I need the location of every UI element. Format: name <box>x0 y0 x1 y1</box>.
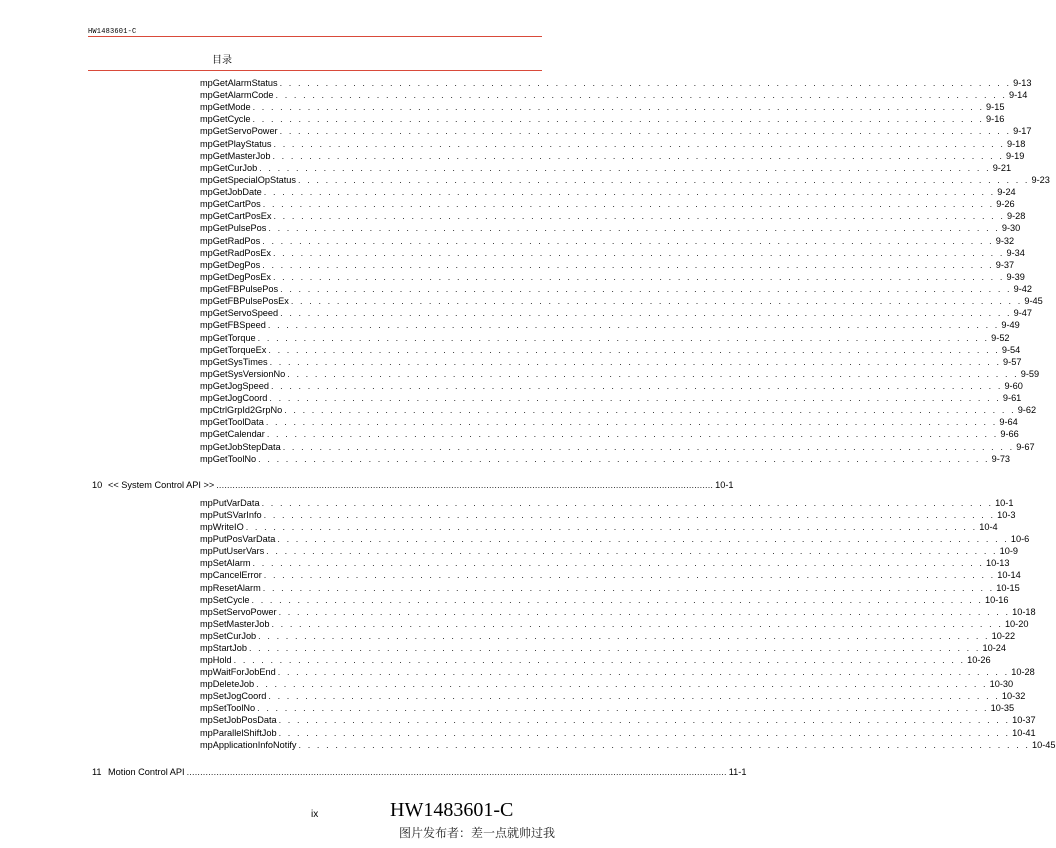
toc-entry[interactable] <box>200 89 1028 101</box>
toc-entry[interactable] <box>200 606 1036 618</box>
toc-entry-name: mpPutSVarInfo <box>200 510 262 521</box>
toc-entry[interactable] <box>200 174 1050 186</box>
toc-entry-name: mpPutPosVarData <box>200 534 276 545</box>
toc-entry[interactable] <box>200 714 1036 726</box>
toc-entry-name: mpCtrlGrpId2GrpNo <box>200 405 283 416</box>
chapter-11-page: 11-1 <box>728 767 747 777</box>
leader-dots: . . . . . . . . . . . . . . . . . . . . . . . . . . . . . . . . . . . . . . . . . . . . . . . . . . . . . . . . . . . . . . . . . . . . . . . . . . . . . . . . <box>282 441 1015 452</box>
section-title: 目录 <box>212 55 232 66</box>
toc-entry-page: 10-41 <box>1012 727 1036 738</box>
toc-entry[interactable] <box>200 739 1056 751</box>
toc-entry[interactable] <box>200 630 1016 642</box>
toc-entry[interactable] <box>200 101 1005 113</box>
leader-dots: . . . . . . . . . . . . . . . . . . . . . . . . . . . . . . . . . . . . . . . . . . . . . . . . . . . . . . . . . . . . . . . . . . . . . . . . . . . . . . . . <box>258 453 990 464</box>
leader-dots: . . . . . . . . . . . . . . . . . . . . . . . . . . . . . . . . . . . . . . . . . . . . . . . . . . . . . . . . . . . . . . . . . . . . . . . . . . . . . . . . <box>262 259 994 270</box>
toc-entry[interactable] <box>200 582 1020 594</box>
toc-entry-name: mpGetCartPosEx <box>200 211 272 222</box>
leader-dots: . . . . . . . . . . . . . . . . . . . . . . . . . . . . . . . . . . . . . . . . . . . . . . . . . . . . . . . . . . . . . . . . . . . . . . . . . . . . . . . . <box>270 381 1003 391</box>
leader-dots: . . . . . . . . . . . . . . . . . . . . . . . . . . . . . . . . . . . . . . . . . . . . . . . . . . . . . . . . . . . . . . . . . . . . . . . . . . . . . . . . <box>259 162 991 173</box>
toc-entry[interactable] <box>200 222 1021 234</box>
toc-entry-page: 9-17 <box>1013 126 1032 137</box>
leader-dots: . . . . . . . . . . . . . . . . . . . . . . . . . . . . . . . . . . . . . . . . . . . . . . . . . . . . . . . . . . . . . . . . . . . . . . . . . . . . . . . . <box>266 546 998 557</box>
toc-entry-page: 9-23 <box>1031 174 1050 185</box>
toc-entry[interactable] <box>200 690 1026 702</box>
toc-entry[interactable] <box>200 210 1026 222</box>
toc-entry[interactable] <box>200 545 1019 557</box>
toc-entry-name: mpApplicationInfoNotify <box>200 739 297 750</box>
leader-dots: . . . . . . . . . . . . . . . . . . . . . . . . . . . . . . . . . . . . . . . . . . . . . . . . . . . . . . . . . . . . . . . . . . . . . . . . . . . . . . . . <box>279 126 1012 137</box>
leader-dots: . . . . . . . . . . . . . . . . . . . . . . . . . . . . . . . . . . . . . . . . . . . . . . . . . . . . . . . . . . . . . . . . . . . . . . . . . . . . . . . . <box>261 498 994 508</box>
toc-entry[interactable] <box>200 557 1010 569</box>
toc-entry[interactable] <box>200 259 1015 271</box>
leader-dots: . . . . . . . . . . . . . . . . . . . . . . . . . . . . . . . . . . . . . . . . . . . . . . . . . . . . . . . . . . . . . . . . . . . . . . . . . . . . . . . . <box>269 356 1002 367</box>
toc-entry-name: mpGetFBPulsePos <box>200 284 279 295</box>
leader-dots: ........................................................................................................................................................................................ <box>216 480 714 490</box>
watermark: 图片发布者：差一点就帅过我 <box>399 826 556 840</box>
leader-dots: . . . . . . . . . . . . . . . . . . . . . . . . . . . . . . . . . . . . . . . . . . . . . . . . . . . . . . . . . . . . . . . . . . . . . . . . . . . . . . . . <box>262 582 995 593</box>
toc-entry[interactable] <box>200 509 1016 521</box>
toc-entry[interactable] <box>200 404 1037 416</box>
toc-entry-name: mpGetRadPos <box>200 235 261 246</box>
toc-entry[interactable] <box>200 497 1014 509</box>
leader-dots: . . . . . . . . . . . . . . . . . . . . . . . . . . . . . . . . . . . . . . . . . . . . . . . . . . . . . . . . . . . . . . . . . . . . . . . . . . . . . . . . <box>278 715 1011 726</box>
leader-dots: . . . . . . . . . . . . . . . . . . . . . . . . . . . . . . . . . . . . . . . . . . . . . . . . . . . . . . . . . . . . . . . . . . . . . . . . . . . . . . . . <box>275 90 1008 101</box>
toc-entry-name: mpGetDegPosEx <box>200 271 271 282</box>
toc-entry-name: mpParallelShiftJob <box>200 727 277 738</box>
chapter-10-page: 10-1 <box>715 480 734 490</box>
toc-entry-page: 9-60 <box>1004 381 1023 391</box>
toc-entry[interactable] <box>200 569 1021 581</box>
toc-entry-page: 9-24 <box>997 187 1016 198</box>
toc-entry[interactable] <box>200 332 1010 344</box>
leader-dots: ........................................................................................................................................................................................................ <box>186 767 727 777</box>
toc-entry-page: 10-45 <box>1032 739 1056 750</box>
toc-entry-page: 9-13 <box>1013 78 1032 88</box>
toc-entry[interactable] <box>200 356 1022 368</box>
toc-entry-page: 10-37 <box>1012 715 1036 726</box>
leader-dots: . . . . . . . . . . . . . . . . . . . . . . . . . . . . . . . . . . . . . . . . . . . . . . . . . . . . . . . . . . . . . . . . . . . . . . . . . . . . . . . . <box>267 320 1000 331</box>
toc-entry-page: 10-26 <box>967 655 991 666</box>
footer-page-number: ix <box>311 809 319 820</box>
leader-dots: . . . . . . . . . . . . . . . . . . . . . . . . . . . . . . . . . . . . . . . . . . . . . . . . . . . . . . . . . . . . . . . . . . . . . . . . . . . . . . . . <box>265 417 998 428</box>
leader-dots: . . . . . . . . . . . . . . . . . . . . . . . . . . . . . . . . . . . . . . . . . . . . . . . . . . . . . . . . . . . . . . . . . . . . . . . . . . . . . . . . <box>263 510 996 521</box>
toc-entry[interactable] <box>200 368 1040 380</box>
leader-dots: . . . . . . . . . . . . . . . . . . . . . . . . . . . . . . . . . . . . . . . . . . . . . . . . . . . . . . . . . . . . . . . . . . . . . . . . . . . . . . . . <box>278 727 1011 738</box>
leader-dots: . . . . . . . . . . . . . . . . . . . . . . . . . . . . . . . . . . . . . . . . . . . . . . . . . . . . . . . . . . . . . . . . . . . . . . . . . . . . . . . . <box>277 667 1010 678</box>
toc-entry[interactable] <box>200 702 1015 714</box>
leader-dots: . . . . . . . . . . . . . . . . . . . . . . . . . . . . . . . . . . . . . . . . . . . . . . . . . . . . . . . . . . . . . . . . . . . . . . . . . . . . . . . . <box>248 642 981 653</box>
toc-entry-page: 9-34 <box>1006 247 1025 258</box>
leader-dots: . . . . . . . . . . . . . . . . . . . . . . . . . . . . . . . . . . . . . . . . . . . . . . . . . . . . . . . . . . . . . . . . . . . . . . . . . . . . . . . . <box>263 570 996 581</box>
toc-entry[interactable] <box>200 162 1012 174</box>
toc-entry[interactable] <box>200 428 1019 440</box>
toc-entry-name: mpGetJogCoord <box>200 393 268 404</box>
toc-entry-page: 9-61 <box>1002 393 1022 404</box>
toc-entry-page: 10-28 <box>1011 667 1035 678</box>
toc-entry[interactable] <box>200 666 1035 678</box>
toc-entry-page: 9-15 <box>986 102 1005 113</box>
leader-dots: . . . . . . . . . . . . . . . . . . . . . . . . . . . . . . . . . . . . . . . . . . . . . . . . . . . . . . . . . . . . . . . . . . . . . . . . . . . . . . . . <box>252 558 985 569</box>
leader-dots: . . . . . . . . . . . . . . . . . . . . . . . . . . . . . . . . . . . . . . . . . . . . . . . . . . . . . . . . . . . . . . . . . . . . . . . . . . . . . . . . <box>269 393 1001 404</box>
toc-entry-name: mpGetDegPos <box>200 259 261 270</box>
toc-entry-name: mpGetTorqueEx <box>200 344 267 355</box>
toc-entry-name: mpGetFBSpeed <box>200 320 266 331</box>
toc-entry-page: 10-6 <box>1010 534 1030 545</box>
toc-entry-name: mpSetCurJob <box>200 630 257 641</box>
leader-dots: . . . . . . . . . . . . . . . . . . . . . . . . . . . . . . . . . . . . . . . . . . . . . . . . . . . . . . . . . . . . . . . . . . . . . . . . . . . . . . . . <box>257 332 990 343</box>
leader-dots: . . . . . . . . . . . . . . . . . . . . . . . . . . . . . . . . . . . . . . . . . . . . . . . . . . . . . . . . . . . . . . . . . . . . . . . . . . . . . . . . <box>263 187 996 198</box>
toc-entry[interactable] <box>200 533 1030 545</box>
toc-entry-page: 10-20 <box>1004 618 1029 629</box>
toc-entry-page: 9-49 <box>1001 320 1020 331</box>
leader-dots: . . . . . . . . . . . . . . . . . . . . . . . . . . . . . . . . . . . . . . . . . . . . . . . . . . . . . . . . . . . . . . . . . . . . . . . . . . . . . . . . <box>251 594 984 605</box>
toc-entry-name: mpGetSpecialOpStatus <box>200 174 297 185</box>
toc-entry-page: 10-18 <box>1012 606 1036 617</box>
toc-entry-name: mpGetCurJob <box>200 162 258 173</box>
leader-dots: . . . . . . . . . . . . . . . . . . . . . . . . . . . . . . . . . . . . . . . . . . . . . . . . . . . . . . . . . . . . . . . . . . . . . . . . . . . . . . . . <box>268 223 1000 234</box>
leader-dots: . . . . . . . . . . . . . . . . . . . . . . . . . . . . . . . . . . . . . . . . . . . . . . . . . . . . . . . . . . . . . . . . . . . . . . . . . . . . . . . . <box>272 247 1005 258</box>
doc-code-header: HW1483601-C <box>88 28 137 36</box>
toc-entry[interactable] <box>200 150 1025 162</box>
toc-entry-name: mpGetFBPulsePosEx <box>200 296 289 307</box>
toc-entry-name: mpGetAlarmCode <box>200 90 274 101</box>
toc-entry-page: 10-24 <box>982 642 1006 653</box>
toc-entry[interactable] <box>200 678 1014 690</box>
chapter-10-entry[interactable] <box>108 479 734 491</box>
leader-dots: . . . . . . . . . . . . . . . . . . . . . . . . . . . . . . . . . . . . . . . . . . . . . . . . . . . . . . . . . . . . . . . . . . . . . . . . . . . . . . . . <box>245 522 978 533</box>
toc-entry-page: 9-67 <box>1016 441 1035 452</box>
toc-entry-name: mpSetJobPosData <box>200 715 277 726</box>
toc-entry[interactable] <box>200 295 1043 307</box>
leader-dots: . . . . . . . . . . . . . . . . . . . . . . . . . . . . . . . . . . . . . . . . . . . . . . . . . . . . . . . . . . . . . . . . . . . . . . . . . . . . . . . . <box>273 138 1005 149</box>
toc-entry-page: 9-26 <box>996 199 1015 210</box>
toc-entry-name: mpGetMasterJob <box>200 150 271 161</box>
toc-entry-name: mpSetAlarm <box>200 558 251 569</box>
leader-dots: . . . . . . . . . . . . . . . . . . . . . . . . . . . . . . . . . . . . . . . . . . . . . . . . . . . . . . . . . . . . . . . . . . . . . . . . . . . . . . . . <box>257 703 989 714</box>
toc-entry-page: 10-22 <box>991 630 1016 641</box>
toc-entry-page: 9-21 <box>992 162 1012 173</box>
toc-entry[interactable] <box>200 618 1029 630</box>
toc-entry-name: mpSetServoPower <box>200 606 277 617</box>
toc-entry-name: mpGetSysVersionNo <box>200 368 286 379</box>
toc-entry[interactable] <box>200 416 1018 428</box>
toc-entry-name: mpGetCycle <box>200 114 251 125</box>
toc-entry-name: mpSetJogCoord <box>200 691 267 702</box>
chapter-10-number: 10 <box>92 480 103 490</box>
toc-entry-page: 9-66 <box>1000 429 1019 440</box>
toc-entry-name: mpSetMasterJob <box>200 618 270 629</box>
leader-dots: . . . . . . . . . . . . . . . . . . . . . . . . . . . . . . . . . . . . . . . . . . . . . . . . . . . . . . . . . . . . . . . . . . . . . . . . . . . . . . . . <box>279 78 1012 88</box>
toc-entry-name: mpPutUserVars <box>200 546 265 557</box>
leader-dots: . . . . . . . . . . . . . . . . . . . . . . . . . . . . . . . . . . . . . . . . . . . . . . . . . . . . . . . . . . . . . . . . . . . . . . . . . . . . . . . . <box>252 114 985 125</box>
leader-dots: . . . . . . . . . . . . . . . . . . . . . . . . . . . . . . . . . . . . . . . . . . . . . . . . . . . . . . . . . . . . . . . . . . . . . . . . . . . . . . . . <box>252 102 985 113</box>
chapter-11-title: Motion Control API <box>108 767 185 777</box>
toc-entry-page: 10-15 <box>996 582 1020 593</box>
toc-entry-name: mpGetCalendar <box>200 429 265 440</box>
leader-dots: . . . . . . . . . . . . . . . . . . . . . . . . . . . . . . . . . . . . . . . . . . . . . . . . . . . . . . . . . . . . . . . . . . . . . . . . . . . . . . . . <box>277 534 1009 545</box>
toc-entry[interactable] <box>200 283 1033 295</box>
toc-entry[interactable] <box>200 247 1025 259</box>
toc-entry[interactable] <box>200 521 998 533</box>
footer-doc-code: HW1483601-C <box>390 799 514 821</box>
chapter-10-title: << System Control API >> <box>108 480 215 490</box>
toc-entry-page: 10-9 <box>999 546 1019 557</box>
leader-dots: . . . . . . . . . . . . . . . . . . . . . . . . . . . . . . . . . . . . . . . . . . . . . . . . . . . . . . . . . . . . . . . . . . . . . . . . . . . . . . . . <box>284 405 1016 416</box>
toc-entry-page: 10-16 <box>985 594 1009 605</box>
toc-entry-page: 9-59 <box>1020 368 1040 379</box>
leader-dots: . . . . . . . . . . . . . . . . . . . . . . . . . . . . . . . . . . . . . . . . . . . . . . . . . . . . . . . . . . . . . . . . . . . . . . . . . . . . . . . . <box>272 271 1005 282</box>
leader-dots: . . . . . . . . . . . . . . . . . . . . . . . . . . . . . . . . . . . . . . . . . . . . . . . . . . . . . . . . . . . . . . . . . . . . . . . . . . . . . . . . <box>271 618 1003 629</box>
toc-entry-name: mpGetJobDate <box>200 187 262 198</box>
toc-entry-name: mpSetCycle <box>200 594 250 605</box>
leader-dots: . . . . . . . . . . . . . . . . . . . . . . . . . . . . . . . . . . . . . . . . . . . . . . . . . . . . . . . . . . . . . . . . . . . . . . . . . . . . . . . . <box>268 344 1000 355</box>
toc-entry[interactable] <box>200 392 1022 404</box>
leader-dots: . . . . . . . . . . . . . . . . . . . . . . . . . . . . . . . . . . . . . . . . . . . . . . . . . . . . . . . . . . . . . . . . . . . . . . . . . . . . . . . . <box>266 429 999 440</box>
leader-dots: . . . . . . . . . . . . . . . . . . . . . . . . . . . . . . . . . . . . . . . . . . . . . . . . . . . . . . . . . . . . . . . . . . . . . . . . . . . . . . . . <box>233 655 966 666</box>
toc-entry[interactable] <box>200 271 1025 283</box>
toc-entry-page: 9-64 <box>999 417 1018 428</box>
toc-entry-page: 9-62 <box>1017 405 1037 416</box>
leader-dots: . . . . . . . . . . . . . . . . . . . . . . . . . . . . . . . . . . . . . . . . . . . . . . . . . . . . . . . . . . . . . . . . . . . . . . . . . . . . . . . . <box>268 691 1000 702</box>
toc-entry-name: mpWaitForJobEnd <box>200 667 276 678</box>
toc-entry-name: mpGetSysTimes <box>200 356 268 367</box>
toc-entry-name: mpGetJobStepData <box>200 441 281 452</box>
toc-entry-name: mpResetAlarm <box>200 582 261 593</box>
leader-dots: . . . . . . . . . . . . . . . . . . . . . . . . . . . . . . . . . . . . . . . . . . . . . . . . . . . . . . . . . . . . . . . . . . . . . . . . . . . . . . . . <box>262 235 994 246</box>
toc-entry-page: 10-13 <box>986 558 1010 569</box>
toc-entry-name: mpGetToolNo <box>200 453 257 464</box>
toc-entry-page: 9-16 <box>986 114 1005 125</box>
toc-entry[interactable] <box>200 319 1020 331</box>
leader-dots: . . . . . . . . . . . . . . . . . . . . . . . . . . . . . . . . . . . . . . . . . . . . . . . . . . . . . . . . . . . . . . . . . . . . . . . . . . . . . . . . <box>290 296 1023 307</box>
toc-entry[interactable] <box>200 186 1016 198</box>
toc-entry-name: mpGetCartPos <box>200 199 261 210</box>
leader-dots: . . . . . . . . . . . . . . . . . . . . . . . . . . . . . . . . . . . . . . . . . . . . . . . . . . . . . . . . . . . . . . . . . . . . . . . . . . . . . . . . <box>298 174 1030 185</box>
toc-entry-page: 9-39 <box>1006 271 1025 282</box>
toc-entry[interactable] <box>200 594 1009 606</box>
toc-entry[interactable] <box>200 453 1011 465</box>
toc-entry-page: 9-54 <box>1001 344 1021 355</box>
chapter-11-entry[interactable] <box>108 766 747 778</box>
toc-entry-name: mpGetTorque <box>200 332 256 343</box>
leader-dots: . . . . . . . . . . . . . . . . . . . . . . . . . . . . . . . . . . . . . . . . . . . . . . . . . . . . . . . . . . . . . . . . . . . . . . . . . . . . . . . . <box>280 308 1012 319</box>
toc-entry-name: mpGetServoSpeed <box>200 308 279 319</box>
toc-entry[interactable] <box>200 654 991 666</box>
toc-entry-page: 9-73 <box>991 453 1011 464</box>
toc-entry-page: 10-1 <box>995 498 1014 508</box>
toc-entry-page: 9-32 <box>995 235 1015 246</box>
toc-entry-page: 10-14 <box>997 570 1021 581</box>
toc-entry-name: mpGetAlarmStatus <box>200 78 278 88</box>
toc-entry-page: 9-14 <box>1009 90 1028 101</box>
toc-entry[interactable] <box>200 198 1015 210</box>
toc-entry-name: mpStartJob <box>200 642 247 653</box>
toc-entry-page: 9-57 <box>1003 356 1022 367</box>
toc-entry-name: mpGetServoPower <box>200 126 278 137</box>
toc-entry[interactable] <box>200 77 1032 89</box>
toc-entry-name: mpGetToolData <box>200 417 264 428</box>
toc-entry-page: 9-47 <box>1013 308 1033 319</box>
toc-entry[interactable] <box>200 441 1035 453</box>
leader-dots: . . . . . . . . . . . . . . . . . . . . . . . . . . . . . . . . . . . . . . . . . . . . . . . . . . . . . . . . . . . . . . . . . . . . . . . . . . . . . . . . <box>287 368 1019 379</box>
toc-entry-name: mpPutVarData <box>200 498 260 508</box>
toc-entry-name: mpSetToolNo <box>200 703 256 714</box>
toc-entry-name: mpCancelError <box>200 570 262 581</box>
toc-entry-page: 9-52 <box>991 332 1010 343</box>
toc-entry-name: mpGetMode <box>200 102 251 113</box>
toc-entry-page: 9-28 <box>1006 211 1026 222</box>
toc-entry[interactable] <box>200 344 1021 356</box>
toc-entry-page: 10-35 <box>990 703 1015 714</box>
toc-entry[interactable] <box>200 307 1033 319</box>
toc-entry[interactable] <box>200 138 1026 150</box>
leader-dots: . . . . . . . . . . . . . . . . . . . . . . . . . . . . . . . . . . . . . . . . . . . . . . . . . . . . . . . . . . . . . . . . . . . . . . . . . . . . . . . . <box>298 739 1031 750</box>
toc-entry-name: mpHold <box>200 655 232 666</box>
toc-entry[interactable] <box>200 125 1032 137</box>
toc-entry[interactable] <box>200 113 1005 125</box>
leader-dots: . . . . . . . . . . . . . . . . . . . . . . . . . . . . . . . . . . . . . . . . . . . . . . . . . . . . . . . . . . . . . . . . . . . . . . . . . . . . . . . . <box>258 630 990 641</box>
toc-entry-page: 9-37 <box>995 259 1015 270</box>
toc-entry-page: 10-30 <box>989 679 1014 690</box>
toc-entry-page: 9-30 <box>1001 223 1021 234</box>
leader-dots: . . . . . . . . . . . . . . . . . . . . . . . . . . . . . . . . . . . . . . . . . . . . . . . . . . . . . . . . . . . . . . . . . . . . . . . . . . . . . . . . <box>280 284 1012 295</box>
leader-dots: . . . . . . . . . . . . . . . . . . . . . . . . . . . . . . . . . . . . . . . . . . . . . . . . . . . . . . . . . . . . . . . . . . . . . . . . . . . . . . . . <box>278 606 1011 617</box>
leader-dots: . . . . . . . . . . . . . . . . . . . . . . . . . . . . . . . . . . . . . . . . . . . . . . . . . . . . . . . . . . . . . . . . . . . . . . . . . . . . . . . . <box>262 199 995 210</box>
toc-entry-name: mpGetPulsePos <box>200 223 267 234</box>
toc-entry[interactable] <box>200 235 1015 247</box>
toc-entry-name: mpGetJogSpeed <box>200 381 269 391</box>
toc-entry[interactable] <box>200 642 1006 654</box>
leader-dots: . . . . . . . . . . . . . . . . . . . . . . . . . . . . . . . . . . . . . . . . . . . . . . . . . . . . . . . . . . . . . . . . . . . . . . . . . . . . . . . . <box>273 211 1005 222</box>
toc-entry-name: mpGetRadPosEx <box>200 247 271 258</box>
toc-entry-page: 9-45 <box>1024 296 1043 307</box>
toc-entry-page: 10-32 <box>1001 691 1026 702</box>
toc-entry-page: 9-18 <box>1006 138 1026 149</box>
toc-entry-name: mpWriteIO <box>200 522 244 533</box>
leader-dots: . . . . . . . . . . . . . . . . . . . . . . . . . . . . . . . . . . . . . . . . . . . . . . . . . . . . . . . . . . . . . . . . . . . . . . . . . . . . . . . . <box>256 679 988 690</box>
toc-entry-page: 10-3 <box>997 510 1016 521</box>
toc-entry[interactable] <box>200 380 1023 392</box>
toc-entry-page: 10-4 <box>979 522 998 533</box>
toc-entry-page: 9-19 <box>1005 150 1025 161</box>
leader-dots: . . . . . . . . . . . . . . . . . . . . . . . . . . . . . . . . . . . . . . . . . . . . . . . . . . . . . . . . . . . . . . . . . . . . . . . . . . . . . . . . <box>272 150 1004 161</box>
toc-entry-name: mpGetPlayStatus <box>200 138 272 149</box>
toc-entry-name: mpDeleteJob <box>200 679 255 690</box>
chapter-11-number: 11 <box>92 767 102 777</box>
toc-entry[interactable] <box>200 727 1036 739</box>
toc-entry-page: 9-42 <box>1013 284 1033 295</box>
